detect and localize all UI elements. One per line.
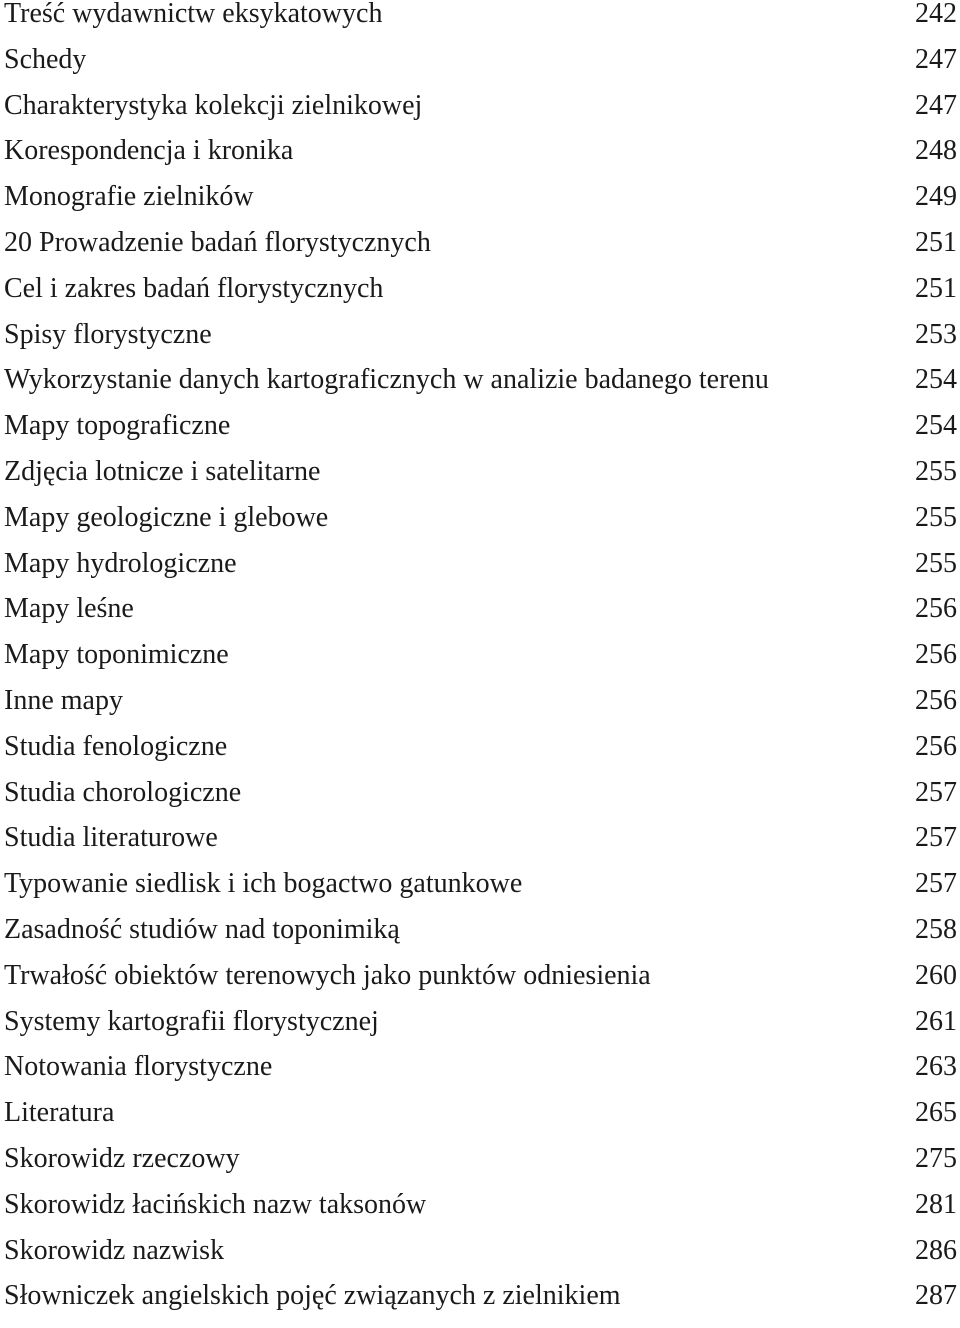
entry-title: Zasadność studiów nad toponimiką bbox=[4, 915, 400, 944]
entry-page-number: 251 bbox=[915, 272, 957, 304]
entry-page-number: 248 bbox=[915, 135, 957, 167]
entry-title: Mapy geologiczne i glebowe bbox=[4, 503, 329, 532]
entry-title: Mapy hydrologiczne bbox=[4, 549, 237, 578]
entry-title: Studia fenologiczne bbox=[4, 732, 228, 761]
entry-title: Charakterystyka kolekcji zielnikowej bbox=[4, 91, 423, 120]
entry-title: Systemy kartografii florystycznej bbox=[4, 1007, 379, 1036]
entry-page-number: 260 bbox=[915, 959, 957, 991]
toc-entry bbox=[0, 959, 960, 1008]
toc-entry bbox=[0, 0, 960, 46]
entry-page-number: 261 bbox=[915, 1005, 957, 1037]
entry-page-number: 256 bbox=[915, 684, 957, 716]
entry-page-number: 257 bbox=[915, 776, 957, 808]
toc-entry bbox=[0, 43, 960, 92]
toc-entry bbox=[0, 1188, 960, 1237]
entry-page-number: 281 bbox=[915, 1188, 957, 1220]
entry-title: Literatura bbox=[4, 1099, 115, 1128]
entry-page-number: 242 bbox=[915, 0, 957, 29]
entry-page-number: 255 bbox=[915, 455, 957, 487]
entry-title: Mapy topograficzne bbox=[4, 412, 231, 441]
entry-title: Skorowidz łacińskich nazw taksonów bbox=[4, 1190, 427, 1219]
toc-entry bbox=[0, 913, 960, 962]
entry-page-number: 265 bbox=[915, 1097, 957, 1129]
toc-entry bbox=[0, 89, 960, 138]
entry-page-number: 249 bbox=[915, 181, 957, 213]
toc-entry bbox=[0, 183, 960, 229]
toc-entry bbox=[0, 684, 960, 733]
entry-title: Notowania florystyczne bbox=[4, 1053, 273, 1082]
entry-page-number: 254 bbox=[915, 364, 957, 396]
entry-page-number: 254 bbox=[915, 410, 957, 442]
toc-entry bbox=[0, 1005, 960, 1054]
entry-title: Słowniczek angielskich pojęć związanych z zielnikiem bbox=[4, 1282, 621, 1311]
toc-entry bbox=[0, 776, 960, 825]
entry-title: Korespondencja i kronika bbox=[4, 137, 294, 166]
entry-page-number: 247 bbox=[915, 89, 957, 121]
entry-title: Typowanie siedlisk i ich bogactwo gatunkowe bbox=[4, 870, 523, 899]
entry-title: Monografie zielników bbox=[4, 183, 254, 212]
entry-page-number: 258 bbox=[915, 913, 957, 945]
entry-page-number: 247 bbox=[915, 43, 957, 75]
toc-entry bbox=[0, 595, 960, 641]
toc-entry bbox=[0, 272, 960, 321]
entry-title: Mapy leśne bbox=[4, 595, 134, 624]
entry-title: Wykorzystanie danych kartograficznych w analizie badanego terenu bbox=[4, 366, 769, 395]
entry-title: Trwałość obiektów terenowych jako punktów odniesienia bbox=[4, 961, 651, 990]
toc-entry bbox=[0, 318, 960, 367]
entry-title: Spisy florystyczne bbox=[4, 320, 212, 349]
entry-page-number: 255 bbox=[915, 501, 957, 533]
entry-page-number: 257 bbox=[915, 822, 957, 854]
entry-page-number: 255 bbox=[915, 547, 957, 579]
entry-title: Zdjęcia lotnicze i satelitarne bbox=[4, 457, 321, 486]
toc-entry bbox=[0, 824, 960, 870]
entry-page-number: 256 bbox=[915, 730, 957, 762]
toc-entry bbox=[0, 1142, 960, 1191]
entry-page-number: 287 bbox=[915, 1280, 957, 1312]
entry-title: Studia chorologiczne bbox=[4, 778, 242, 807]
entry-title: Skorowidz nazwisk bbox=[4, 1236, 225, 1265]
entry-title: Inne mapy bbox=[4, 686, 123, 715]
entry-page-number: 257 bbox=[915, 868, 957, 900]
toc-entry bbox=[0, 1053, 960, 1099]
entry-title: Schedy bbox=[4, 45, 87, 74]
entry-page-number: 286 bbox=[915, 1234, 957, 1266]
entry-page-number: 256 bbox=[915, 639, 957, 671]
entry-title: Cel i zakres badań florystycznych bbox=[4, 274, 384, 303]
toc-entry bbox=[0, 547, 960, 596]
entry-title: Studia literaturowe bbox=[4, 824, 218, 853]
toc-entry bbox=[0, 412, 960, 458]
toc-entry bbox=[0, 366, 960, 412]
toc-entry bbox=[0, 1234, 960, 1283]
toc-entry bbox=[0, 870, 960, 916]
toc-entry bbox=[0, 226, 960, 275]
entry-title: Mapy toponimiczne bbox=[4, 641, 229, 670]
toc-entry bbox=[0, 641, 960, 687]
entry-page-number: 263 bbox=[915, 1051, 957, 1083]
entry-page-number: 275 bbox=[915, 1142, 957, 1174]
toc-entry bbox=[0, 501, 960, 550]
entry-page-number: 256 bbox=[915, 593, 957, 625]
toc-entry bbox=[0, 1282, 960, 1328]
entry-page-number: 253 bbox=[915, 318, 957, 350]
toc-entry bbox=[0, 137, 960, 183]
entry-title: Treść wydawnictw eksykatowych bbox=[4, 0, 383, 28]
toc-entry bbox=[0, 730, 960, 779]
entry-title: Skorowidz rzeczowy bbox=[4, 1144, 240, 1173]
entry-title: 20 Prowadzenie badań florystycznych bbox=[4, 228, 431, 257]
toc-entry bbox=[0, 1099, 960, 1145]
toc-entry bbox=[0, 455, 960, 504]
entry-page-number: 251 bbox=[915, 226, 957, 258]
